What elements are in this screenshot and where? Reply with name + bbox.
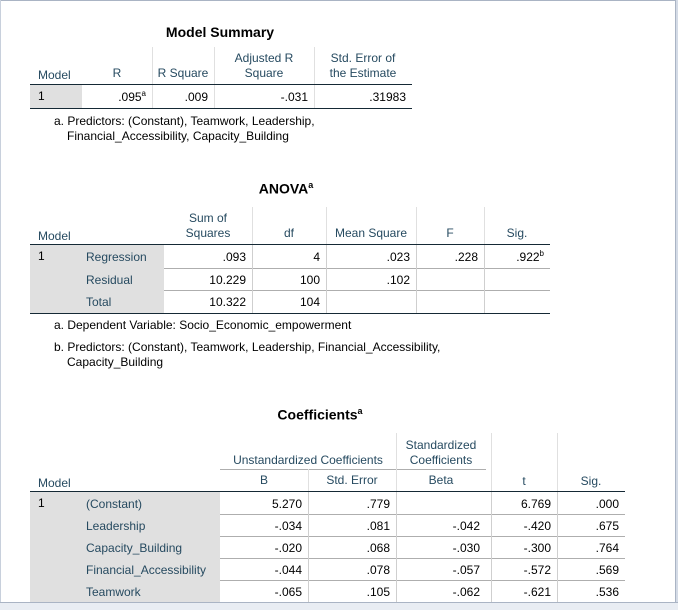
anova-regression-df: 4	[313, 250, 320, 264]
viewer-scrollbar-bottom[interactable]	[0, 602, 678, 610]
coef-row-leadership-label: Leadership	[86, 519, 146, 533]
coef-row-teamwork-label: Teamwork	[86, 585, 141, 599]
coef-teamwork-b: -.065	[274, 585, 302, 599]
coef-leadership-b: -.034	[274, 519, 302, 533]
anova-footnote-a: a. Dependent Variable: Socio_Economic_empowerment	[54, 318, 352, 332]
coef-row-constant-label: (Constant)	[86, 497, 143, 511]
coef-financial-accessibility-b: -.044	[274, 563, 302, 577]
coef-header-b: B	[259, 473, 268, 487]
anova-row-regression-label: Regression	[86, 250, 147, 264]
coefficients-title: Coefficients$^a$	[277, 406, 363, 423]
coef-financial-accessibility-beta: -.057	[452, 563, 480, 577]
coef-header-model: Model	[38, 476, 71, 490]
coef-leadership-sig: .675	[595, 519, 619, 533]
ms-header-se-2: the Estimate	[329, 66, 397, 80]
ms-header-r-square: R Square	[157, 66, 209, 80]
ms-r-square-value: .009	[184, 90, 208, 104]
coef-header-unstd: Unstandardized Coefficients	[233, 453, 383, 467]
anova-row-residual-label: Residual	[86, 273, 133, 287]
coef-header-std-2: Coefficients	[409, 453, 473, 467]
coef-capacity-building-t: -.300	[523, 541, 551, 555]
anova-header-ss-1: Sum of	[188, 211, 227, 225]
coef-teamwork-se: .105	[366, 585, 390, 599]
coef-teamwork-beta: -.062	[452, 585, 480, 599]
ms-footnote-line2: Financial_Accessibility, Capacity_Building	[67, 129, 289, 143]
anova-row-total-label: Total	[86, 295, 112, 309]
coef-constant-sig: .000	[595, 497, 619, 511]
anova-footnote-b-line1: b. Predictors: (Constant), Teamwork, Leadership, Financial_Accessibility,	[54, 340, 441, 354]
anova-regression-ms: .023	[386, 250, 410, 264]
coef-financial-accessibility-t: -.572	[523, 563, 551, 577]
anova-header-model: Model	[38, 229, 71, 243]
anova-regression-sig: .922$^b$	[516, 249, 544, 264]
anova-header-sig: Sig.	[506, 226, 528, 240]
anova-header-ss-2: Squares	[185, 226, 231, 240]
anova-residual-df: 100	[299, 273, 320, 287]
ms-std-error-value: .31983	[369, 90, 406, 104]
coef-capacity-building-se: .068	[366, 541, 390, 555]
coef-teamwork-t: -.621	[523, 585, 551, 599]
anova-total-df: 104	[299, 295, 320, 309]
coef-constant-b: 5.270	[271, 497, 302, 511]
coef-constant-t: 6.769	[520, 497, 551, 511]
ms-model-cell: 1	[30, 85, 82, 108]
viewer-frame-top	[0, 0, 678, 1]
coef-constant-se: .779	[366, 497, 390, 511]
coef-leadership-se: .081	[366, 519, 390, 533]
ms-adj-r-square-value: -.031	[280, 90, 308, 104]
coef-header-std-1: Standardized	[405, 438, 477, 452]
coef-financial-accessibility-se: .078	[366, 563, 390, 577]
coef-leadership-beta: -.042	[452, 519, 480, 533]
ms-header-adj-r-1: Adjusted R	[234, 51, 294, 65]
coef-model-cell: 1	[30, 492, 80, 602]
coef-financial-accessibility-sig: .569	[595, 563, 619, 577]
coef-header-sig: Sig.	[580, 474, 602, 488]
coef-row-capacity-building-label: Capacity_Building	[86, 541, 183, 555]
anova-title: ANOVA$^a$	[258, 180, 314, 197]
coef-header-t: t	[522, 474, 526, 488]
anova-regression-f: .228	[454, 250, 478, 264]
anova-footnote-b-line2: Capacity_Building	[67, 355, 164, 369]
ms-footnote-line1: a. Predictors: (Constant), Teamwork, Leadership,	[54, 114, 315, 128]
anova-header-f: F	[446, 226, 454, 240]
ms-header-se-1: Std. Error of	[330, 51, 396, 65]
ms-r-value: .095$^a$	[118, 89, 146, 104]
ms-header-model: Model	[38, 68, 71, 82]
ms-header-adj-r-2: Square	[244, 66, 284, 80]
model-summary-title: Model Summary	[165, 24, 275, 40]
anova-header-df: df	[283, 226, 294, 240]
coef-teamwork-sig: .536	[595, 585, 619, 599]
coef-capacity-building-b: -.020	[274, 541, 302, 555]
coef-header-std-error: Std. Error	[326, 473, 378, 487]
viewer-frame-left	[0, 0, 1, 602]
coef-capacity-building-sig: .764	[595, 541, 619, 555]
ms-header-r: R	[112, 66, 122, 80]
coef-header-beta: Beta	[428, 473, 454, 487]
anova-total-ss: 10.322	[209, 295, 246, 309]
coef-row-financial-accessibility-label: Financial_Accessibility	[86, 563, 207, 577]
coef-capacity-building-beta: -.030	[452, 541, 480, 555]
anova-regression-ss: .093	[222, 250, 246, 264]
anova-residual-ss: 10.229	[209, 273, 246, 287]
anova-header-ms: Mean Square	[334, 226, 408, 240]
anova-model-cell: 1	[30, 245, 78, 313]
coef-leadership-t: -.420	[523, 519, 551, 533]
anova-residual-ms: .102	[386, 273, 410, 287]
